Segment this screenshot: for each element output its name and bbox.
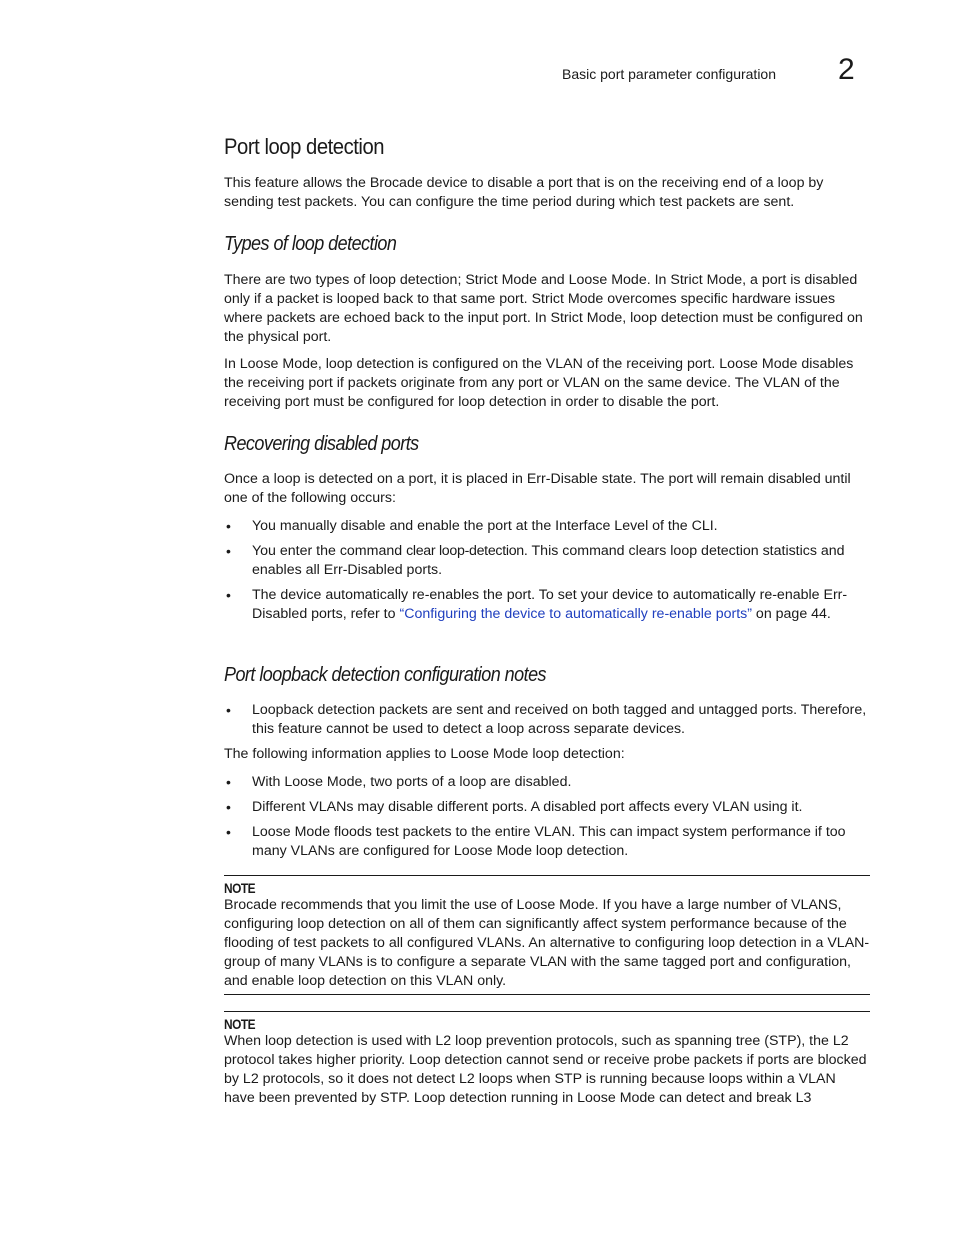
- notes-heading: Port loopback detection configuration notes: [224, 664, 547, 686]
- list-item-text: You enter the command: [252, 543, 407, 559]
- list-item-text: Loose Mode floods test packets to the entire VLAN. This can impact system performance if too many VLANs are configured for Loose Mode loop detection.: [252, 824, 846, 859]
- note-bottom-rule: [224, 994, 870, 995]
- types-heading: Types of loop detection: [224, 233, 397, 255]
- list-item-text: on page 44.: [751, 606, 831, 622]
- bullet-icon: •: [226, 702, 231, 718]
- running-header: Basic port parameter configuration: [562, 66, 776, 82]
- list-item-text: You manually disable and enable the port at the Interface Level of the CLI.: [252, 518, 718, 534]
- list-item: [224, 586, 870, 624]
- list-item-text: With Loose Mode, two ports of a loop are disabled.: [252, 774, 572, 790]
- recovering-heading: Recovering disabled ports: [224, 433, 419, 455]
- list-item-text: The device automatically re-enables the port. To set your device to automatically re-enable Err-Disabled ports, refer to: [252, 587, 848, 622]
- types-paragraph-2: In Loose Mode, loop detection is configured on the VLAN of the receiving port. Loose Mode disables the receiving port if packets originate from any port or VLAN on the same device. The VLAN of the receiving port must be configured for loop detection in order to disable the port.: [224, 356, 854, 410]
- list-item: [224, 823, 870, 861]
- loose-mode-list: [224, 773, 870, 867]
- list-item: [224, 773, 870, 792]
- chapter-number: 2: [838, 53, 855, 86]
- list-item-text: . This command clears loop detection statistics and enables all Err-Disabled ports.: [252, 543, 845, 578]
- command-text: clear loop-detection: [406, 543, 524, 559]
- list-item: [224, 542, 870, 580]
- bullet-icon: •: [226, 587, 231, 603]
- section-intro: This feature allows the Brocade device to disable a port that is on the receiving end of a loop by sending test packets. You can configure the time period during which test packets are sent.: [224, 175, 824, 210]
- types-paragraph-1: There are two types of loop detection; Strict Mode and Loose Mode. In Strict Mode, a port is disabled only if a packet is looped back to that same port. Strict Mode overcomes specific hardware issues where packets are echoed back to the input port. In Strict Mode, loop detection must be configured on the physical port.: [224, 272, 863, 345]
- loose-mode-intro: The following information applies to Loose Mode loop detection:: [224, 746, 625, 762]
- note-label: NOTE: [224, 1016, 256, 1032]
- note-text: When loop detection is used with L2 loop prevention protocols, such as spanning tree (STP), the L2 protocol takes higher priority. Loop detection cannot send or receive probe packets if ports are blocked by L2 protocols, so it does not detect L2 loops when STP is running because loops within a VLAN have been prevented by STP. Loop detection running in Loose Mode can detect and break L3: [224, 1033, 867, 1106]
- cross-reference-link[interactable]: “Configuring the device to automatically re-enable ports”: [399, 606, 752, 622]
- list-item: [224, 798, 870, 817]
- section-title: Port loop detection: [224, 134, 385, 159]
- bullet-icon: •: [226, 518, 231, 534]
- note-text: Brocade recommends that you limit the use of Loose Mode. If you have a large number of VLANS, configuring loop detection on all of them can significantly affect system performance because of the flooding of test packets to all configured VLANs. An alternative to configuring loop detection in a VLAN-group of many VLANs is to configure a separate VLAN with the same tagged port and configuration, and enable loop detection on this VLAN only.: [224, 897, 870, 989]
- bullet-icon: •: [226, 824, 231, 840]
- note-top-rule: [224, 875, 870, 876]
- recovering-list: [224, 517, 870, 630]
- list-item-text: Different VLANs may disable different ports. A disabled port affects every VLAN using it.: [252, 799, 803, 815]
- bullet-icon: •: [226, 774, 231, 790]
- note-top-rule: [224, 1011, 870, 1012]
- recovering-intro: Once a loop is detected on a port, it is placed in Err-Disable state. The port will remain disabled until one of the following occurs:: [224, 471, 851, 506]
- bullet-icon: •: [226, 799, 231, 815]
- note-label: NOTE: [224, 880, 256, 896]
- list-item: [224, 701, 870, 739]
- notes-list: [224, 701, 870, 745]
- list-item-text: Loopback detection packets are sent and received on both tagged and untagged ports. Therefore, this feature cannot be used to detect a loop across separate devices.: [252, 702, 867, 737]
- list-item: [224, 517, 870, 536]
- bullet-icon: •: [226, 543, 231, 559]
